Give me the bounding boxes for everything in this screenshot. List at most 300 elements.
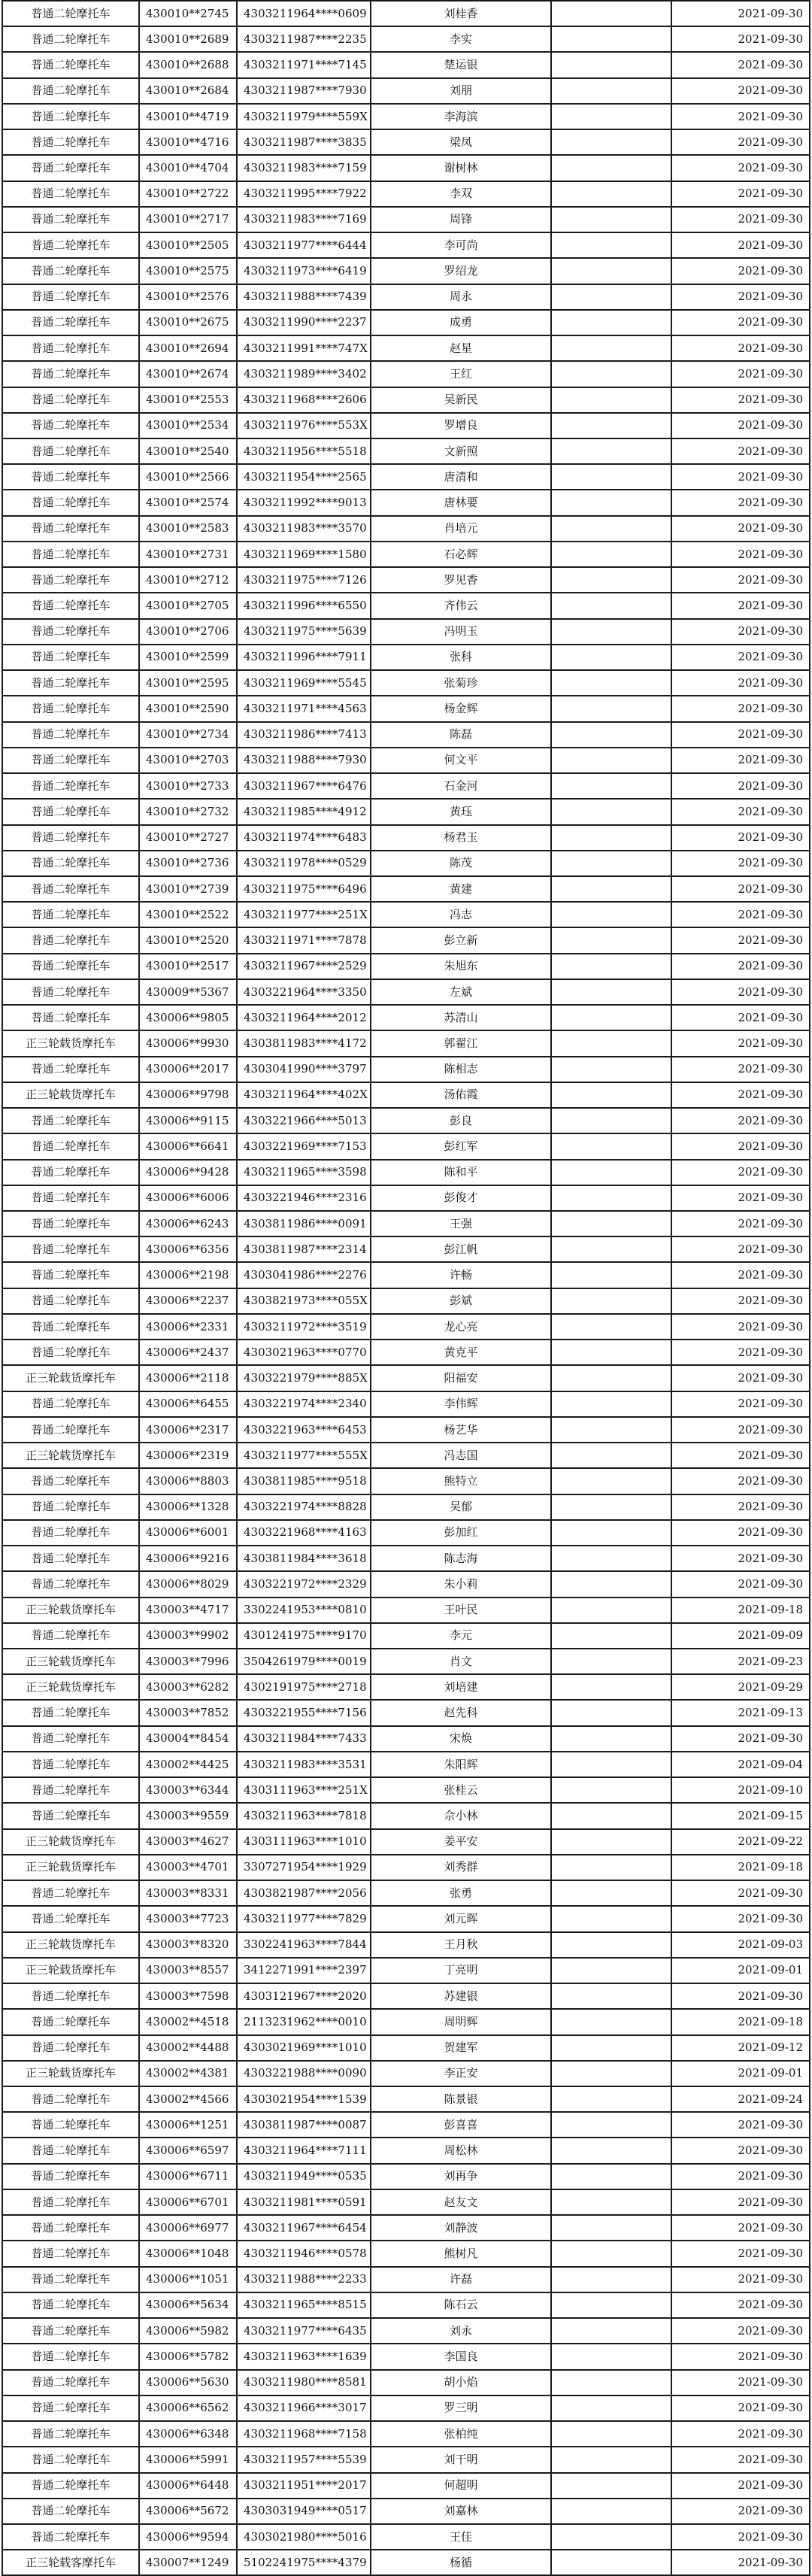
id-number-cell: 4303811987****2314 <box>237 1236 371 1262</box>
id-number-cell: 4303211965****3598 <box>237 1160 371 1185</box>
date-cell: 2021-09-30 <box>671 876 810 902</box>
plate-number-cell: 430010**2684 <box>139 78 237 104</box>
plate-number-cell: 430010**2520 <box>139 927 237 953</box>
owner-name-cell: 彭江帆 <box>371 1236 551 1262</box>
blank-cell <box>551 207 671 232</box>
id-number-cell: 4303211973****6419 <box>237 258 371 284</box>
owner-name-cell: 阳福安 <box>371 1365 551 1391</box>
vehicle-type-cell: 普通二轮摩托车 <box>2 567 139 593</box>
table-row <box>2 2035 810 2061</box>
vehicle-type-cell: 普通二轮摩托车 <box>2 1700 139 1725</box>
owner-name-cell: 刘干明 <box>371 2447 551 2472</box>
date-cell: 2021-09-30 <box>671 542 810 567</box>
owner-name-cell: 王红 <box>371 361 551 387</box>
plate-number-cell: 430003**7723 <box>139 1906 237 1931</box>
blank-cell <box>551 2473 671 2499</box>
vehicle-type-cell: 普通二轮摩托车 <box>2 2138 139 2163</box>
owner-name-cell: 贺建军 <box>371 2035 551 2061</box>
table-row <box>2 2318 810 2344</box>
plate-number-cell: 430006**5634 <box>139 2292 237 2318</box>
plate-number-cell: 430006**2017 <box>139 1057 237 1082</box>
table-row <box>2 1365 810 1391</box>
id-number-cell: 4303211967****2529 <box>237 954 371 979</box>
plate-number-cell: 430006**2319 <box>139 1443 237 1468</box>
id-number-cell: 4303221972****2329 <box>237 1571 371 1597</box>
plate-number-cell: 430010**2675 <box>139 310 237 335</box>
blank-cell <box>551 2164 671 2189</box>
plate-number-cell: 430010**2575 <box>139 258 237 284</box>
blank-cell <box>551 1546 671 1571</box>
owner-name-cell: 许畅 <box>371 1262 551 1288</box>
date-cell: 2021-09-18 <box>671 1855 810 1880</box>
blank-cell <box>551 1391 671 1417</box>
vehicle-type-cell: 正三轮载货摩托车 <box>2 2061 139 2086</box>
blank-cell <box>551 413 671 438</box>
id-number-cell: 2113231962****0010 <box>237 2009 371 2034</box>
plate-number-cell: 430010**2706 <box>139 619 237 645</box>
date-cell: 2021-09-30 <box>671 1726 810 1752</box>
blank-cell <box>551 1597 671 1623</box>
vehicle-type-cell: 正三轮载货摩托车 <box>2 1829 139 1855</box>
blank-cell <box>551 2086 671 2112</box>
plate-number-cell: 430010**2736 <box>139 851 237 876</box>
blank-cell <box>551 232 671 258</box>
id-number-cell: 3412271991****2397 <box>237 1958 371 1983</box>
owner-name-cell: 周永 <box>371 284 551 310</box>
owner-name-cell: 陈石云 <box>371 2292 551 2318</box>
table-row <box>2 464 810 490</box>
owner-name-cell: 成勇 <box>371 310 551 335</box>
date-cell: 2021-09-30 <box>671 207 810 232</box>
id-number-cell: 4303211988****7439 <box>237 284 371 310</box>
plate-number-cell: 430006**6977 <box>139 2215 237 2241</box>
blank-cell <box>551 696 671 721</box>
id-number-cell: 4303211984****7433 <box>237 1726 371 1752</box>
date-cell: 2021-09-10 <box>671 1777 810 1803</box>
table-row <box>2 490 810 515</box>
table-row <box>2 284 810 310</box>
vehicle-type-cell: 普通二轮摩托车 <box>2 1623 139 1649</box>
date-cell: 2021-09-30 <box>671 2138 810 2163</box>
plate-number-cell: 430003**7598 <box>139 1983 237 2009</box>
vehicle-type-cell: 普通二轮摩托车 <box>2 1391 139 1417</box>
plate-number-cell: 430010**2705 <box>139 593 237 618</box>
plate-number-cell: 430003**6344 <box>139 1777 237 1803</box>
vehicle-type-cell: 普通二轮摩托车 <box>2 26 139 52</box>
id-number-cell: 4303211987****3835 <box>237 129 371 155</box>
id-number-cell: 4303211996****6550 <box>237 593 371 618</box>
owner-name-cell: 杨君玉 <box>371 825 551 851</box>
owner-name-cell: 罗增良 <box>371 413 551 438</box>
date-cell: 2021-09-30 <box>671 825 810 851</box>
plate-number-cell: 430006**1328 <box>139 1494 237 1520</box>
plate-number-cell: 430010**2727 <box>139 825 237 851</box>
date-cell: 2021-09-30 <box>671 284 810 310</box>
id-number-cell: 4303211988****2233 <box>237 2267 371 2292</box>
table-row <box>2 876 810 902</box>
owner-name-cell: 王月秋 <box>371 1932 551 1958</box>
id-number-cell: 4303111963****251X <box>237 1777 371 1803</box>
blank-cell <box>551 2035 671 2061</box>
table-row <box>2 1777 810 1803</box>
table-row <box>2 1185 810 1211</box>
owner-name-cell: 陈相志 <box>371 1057 551 1082</box>
blank-cell <box>551 1674 671 1700</box>
plate-number-cell: 430010**2583 <box>139 516 237 542</box>
vehicle-type-cell: 普通二轮摩托车 <box>2 1340 139 1365</box>
owner-name-cell: 李伟辉 <box>371 1391 551 1417</box>
owner-name-cell: 刘永 <box>371 2318 551 2344</box>
id-number-cell: 4303211966****3017 <box>237 2395 371 2421</box>
date-cell: 2021-09-30 <box>671 155 810 181</box>
blank-cell <box>551 1906 671 1931</box>
owner-name-cell: 周松林 <box>371 2138 551 2163</box>
table-row <box>2 1674 810 1700</box>
date-cell: 2021-09-09 <box>671 1623 810 1649</box>
id-number-cell: 4303811987****0087 <box>237 2112 371 2138</box>
plate-number-cell: 430006**6448 <box>139 2473 237 2499</box>
table-row <box>2 232 810 258</box>
owner-name-cell: 杨金辉 <box>371 696 551 721</box>
date-cell: 2021-09-30 <box>671 902 810 927</box>
blank-cell <box>551 129 671 155</box>
id-number-cell: 5102241975****4379 <box>237 2550 371 2575</box>
owner-name-cell: 杨循 <box>371 2550 551 2575</box>
blank-cell <box>551 1288 671 1314</box>
owner-name-cell: 肖培元 <box>371 516 551 542</box>
owner-name-cell: 刘培建 <box>371 1674 551 1700</box>
owner-name-cell: 唐清和 <box>371 464 551 490</box>
date-cell: 2021-09-30 <box>671 1906 810 1931</box>
vehicle-type-cell: 普通二轮摩托车 <box>2 1236 139 1262</box>
blank-cell <box>551 1932 671 1958</box>
id-number-cell: 4303041990****3797 <box>237 1057 371 1082</box>
date-cell: 2021-09-30 <box>671 1443 810 1468</box>
owner-name-cell: 冯明玉 <box>371 619 551 645</box>
table-row <box>2 696 810 721</box>
date-cell: 2021-09-30 <box>671 1160 810 1185</box>
table-row <box>2 181 810 207</box>
owner-name-cell: 陈志海 <box>371 1546 551 1571</box>
id-number-cell: 4303211996****7911 <box>237 645 371 670</box>
vehicle-type-cell: 普通二轮摩托车 <box>2 851 139 876</box>
date-cell: 2021-09-30 <box>671 799 810 824</box>
plate-number-cell: 430010**2689 <box>139 26 237 52</box>
plate-number-cell: 430010**2731 <box>139 542 237 567</box>
vehicle-type-cell: 普通二轮摩托车 <box>2 516 139 542</box>
date-cell: 2021-09-30 <box>671 181 810 207</box>
table-row <box>2 851 810 876</box>
table-row <box>2 1288 810 1314</box>
plate-number-cell: 430006**2437 <box>139 1340 237 1365</box>
plate-number-cell: 430003**9902 <box>139 1623 237 1649</box>
date-cell: 2021-09-30 <box>671 1262 810 1288</box>
id-number-cell: 4303221988****0090 <box>237 2061 371 2086</box>
blank-cell <box>551 387 671 413</box>
owner-name-cell: 许磊 <box>371 2267 551 2292</box>
id-number-cell: 3307271954****1929 <box>237 1855 371 1880</box>
date-cell: 2021-09-30 <box>671 722 810 748</box>
date-cell: 2021-09-30 <box>671 1365 810 1391</box>
blank-cell <box>551 1494 671 1520</box>
table-row <box>2 1829 810 1855</box>
blank-cell <box>551 2550 671 2575</box>
plate-number-cell: 430010**2566 <box>139 464 237 490</box>
plate-number-cell: 430006**9798 <box>139 1082 237 1108</box>
blank-cell <box>551 645 671 670</box>
id-number-cell: 4303021969****1010 <box>237 2035 371 2061</box>
vehicle-type-cell: 普通二轮摩托车 <box>2 104 139 129</box>
date-cell: 2021-09-30 <box>671 1057 810 1082</box>
id-number-cell: 4303021980****5016 <box>237 2524 371 2550</box>
id-number-cell: 4303221963****6453 <box>237 1417 371 1443</box>
blank-cell <box>551 1983 671 2009</box>
id-number-cell: 4303211988****7930 <box>237 748 371 773</box>
plate-number-cell: 430006**6006 <box>139 1185 237 1211</box>
owner-name-cell: 周明辉 <box>371 2009 551 2034</box>
blank-cell <box>551 1236 671 1262</box>
plate-number-cell: 430010**2694 <box>139 335 237 361</box>
plate-number-cell: 430006**2198 <box>139 1262 237 1288</box>
table-row <box>2 799 810 824</box>
blank-cell <box>551 464 671 490</box>
table-row <box>2 52 810 77</box>
blank-cell <box>551 619 671 645</box>
blank-cell <box>551 335 671 361</box>
table-row <box>2 2473 810 2499</box>
vehicle-type-cell: 普通二轮摩托车 <box>2 284 139 310</box>
date-cell: 2021-09-30 <box>671 1108 810 1133</box>
date-cell: 2021-09-30 <box>671 1005 810 1030</box>
date-cell: 2021-09-30 <box>671 645 810 670</box>
table-row <box>2 825 810 851</box>
blank-cell <box>551 2215 671 2241</box>
plate-number-cell: 430006**5991 <box>139 2447 237 2472</box>
owner-name-cell: 黄珏 <box>371 799 551 824</box>
vehicle-type-cell: 普通二轮摩托车 <box>2 1314 139 1340</box>
id-number-cell: 4303221966****5013 <box>237 1108 371 1133</box>
plate-number-cell: 430006**1251 <box>139 2112 237 2138</box>
id-number-cell: 4301241975****9170 <box>237 1623 371 1649</box>
vehicle-type-cell: 正三轮载货摩托车 <box>2 1365 139 1391</box>
vehicle-type-cell: 普通二轮摩托车 <box>2 619 139 645</box>
table-row <box>2 1571 810 1597</box>
id-number-cell: 4303211967****6454 <box>237 2215 371 2241</box>
blank-cell <box>551 2344 671 2369</box>
vehicle-type-cell: 普通二轮摩托车 <box>2 258 139 284</box>
vehicle-type-cell: 普通二轮摩托车 <box>2 2344 139 2369</box>
date-cell: 2021-09-30 <box>671 413 810 438</box>
id-number-cell: 4303211968****7158 <box>237 2421 371 2447</box>
date-cell: 2021-09-30 <box>671 696 810 721</box>
vehicle-type-cell: 普通二轮摩托车 <box>2 2395 139 2421</box>
date-cell: 2021-09-30 <box>671 2267 810 2292</box>
blank-cell <box>551 1829 671 1855</box>
blank-cell <box>551 104 671 129</box>
table-row <box>2 258 810 284</box>
table-row <box>2 1649 810 1674</box>
table-row <box>2 1417 810 1443</box>
date-cell: 2021-09-30 <box>671 2318 810 2344</box>
table-row <box>2 361 810 387</box>
owner-name-cell: 梁凤 <box>371 129 551 155</box>
plate-number-cell: 430006**5672 <box>139 2499 237 2524</box>
date-cell: 2021-09-30 <box>671 2473 810 2499</box>
table-row <box>2 2421 810 2447</box>
id-number-cell: 4303811985****9518 <box>237 1468 371 1494</box>
blank-cell <box>551 722 671 748</box>
owner-name-cell: 杨艺华 <box>371 1417 551 1443</box>
table-row <box>2 2447 810 2472</box>
id-number-cell: 4303221964****3350 <box>237 979 371 1005</box>
blank-cell <box>551 2241 671 2266</box>
date-cell: 2021-09-30 <box>671 2524 810 2550</box>
owner-name-cell: 罗见香 <box>371 567 551 593</box>
blank-cell <box>551 2499 671 2524</box>
table-row <box>2 2395 810 2421</box>
id-number-cell: 4303211983****3531 <box>237 1752 371 1777</box>
table-row <box>2 1803 810 1828</box>
id-number-cell: 4303211991****747X <box>237 335 371 361</box>
date-cell: 2021-09-30 <box>671 2189 810 2215</box>
id-number-cell: 4303211975****6496 <box>237 876 371 902</box>
blank-cell <box>551 1880 671 1906</box>
owner-name-cell: 吴新民 <box>371 387 551 413</box>
owner-name-cell: 李实 <box>371 26 551 52</box>
blank-cell <box>551 1030 671 1056</box>
owner-name-cell: 汤佑霞 <box>371 1082 551 1108</box>
id-number-cell: 4303811986****0091 <box>237 1211 371 1236</box>
plate-number-cell: 430010**2674 <box>139 361 237 387</box>
id-number-cell: 4303211964****402X <box>237 1082 371 1108</box>
blank-cell <box>551 1417 671 1443</box>
owner-name-cell: 李元 <box>371 1623 551 1649</box>
vehicle-type-cell: 普通二轮摩托车 <box>2 696 139 721</box>
id-number-cell: 4303211957****5539 <box>237 2447 371 2472</box>
table-row <box>2 1520 810 1546</box>
vehicle-type-cell: 普通二轮摩托车 <box>2 979 139 1005</box>
plate-number-cell: 430010**2576 <box>139 284 237 310</box>
date-cell: 2021-09-30 <box>671 1082 810 1108</box>
date-cell: 2021-09-30 <box>671 52 810 77</box>
blank-cell <box>551 2292 671 2318</box>
table-row <box>2 1340 810 1365</box>
date-cell: 2021-09-30 <box>671 310 810 335</box>
date-cell: 2021-09-30 <box>671 1571 810 1597</box>
vehicle-type-cell: 普通二轮摩托车 <box>2 542 139 567</box>
vehicle-type-cell: 普通二轮摩托车 <box>2 2447 139 2472</box>
id-number-cell: 4303211972****3519 <box>237 1314 371 1340</box>
table-row <box>2 1906 810 1931</box>
plate-number-cell: 430010**2534 <box>139 413 237 438</box>
date-cell: 2021-09-30 <box>671 490 810 515</box>
blank-cell <box>551 1726 671 1752</box>
blank-cell <box>551 1623 671 1649</box>
id-number-cell: 4303211975****7126 <box>237 567 371 593</box>
id-number-cell: 4303211971****4563 <box>237 696 371 721</box>
blank-cell <box>551 748 671 773</box>
table-row <box>2 1030 810 1056</box>
plate-number-cell: 430010**2553 <box>139 387 237 413</box>
table-row <box>2 516 810 542</box>
blank-cell <box>551 2524 671 2550</box>
date-cell: 2021-09-29 <box>671 1674 810 1700</box>
date-cell: 2021-09-30 <box>671 1340 810 1365</box>
date-cell: 2021-09-30 <box>671 1185 810 1211</box>
owner-name-cell: 苏清山 <box>371 1005 551 1030</box>
table-body <box>2 1 810 2575</box>
vehicle-type-cell: 正三轮载货摩托车 <box>2 1649 139 1674</box>
date-cell: 2021-09-30 <box>671 2550 810 2575</box>
table-row <box>2 927 810 953</box>
vehicle-type-cell: 普通二轮摩托车 <box>2 2421 139 2447</box>
blank-cell <box>551 1777 671 1803</box>
vehicle-type-cell: 普通二轮摩托车 <box>2 2370 139 2395</box>
table-row <box>2 1700 810 1725</box>
date-cell: 2021-09-30 <box>671 2499 810 2524</box>
date-cell: 2021-09-30 <box>671 78 810 104</box>
id-number-cell: 4303121967****2020 <box>237 1983 371 2009</box>
owner-name-cell: 佘小林 <box>371 1803 551 1828</box>
blank-cell <box>551 1649 671 1674</box>
owner-name-cell: 彭俊才 <box>371 1185 551 1211</box>
plate-number-cell: 430006**9805 <box>139 1005 237 1030</box>
blank-cell <box>551 1 671 26</box>
owner-name-cell: 黄克平 <box>371 1340 551 1365</box>
table-row <box>2 78 810 104</box>
date-cell: 2021-09-30 <box>671 1314 810 1340</box>
vehicle-type-cell: 普通二轮摩托车 <box>2 1468 139 1494</box>
plate-number-cell: 430006**6701 <box>139 2189 237 2215</box>
id-number-cell: 4303211983****7159 <box>237 155 371 181</box>
owner-name-cell: 赵友文 <box>371 2189 551 2215</box>
vehicle-type-cell: 普通二轮摩托车 <box>2 1777 139 1803</box>
date-cell: 2021-09-30 <box>671 979 810 1005</box>
vehicle-type-cell: 普通二轮摩托车 <box>2 670 139 696</box>
blank-cell <box>551 1468 671 1494</box>
vehicle-type-cell: 普通二轮摩托车 <box>2 799 139 824</box>
blank-cell <box>551 490 671 515</box>
plate-number-cell: 430010**2540 <box>139 438 237 464</box>
plate-number-cell: 430006**2237 <box>139 1288 237 1314</box>
id-number-cell: 4303211965****8515 <box>237 2292 371 2318</box>
blank-cell <box>551 876 671 902</box>
owner-name-cell: 谢树林 <box>371 155 551 181</box>
id-number-cell: 4303211971****7145 <box>237 52 371 77</box>
date-cell: 2021-09-30 <box>671 1 810 26</box>
id-number-cell: 4303211969****5545 <box>237 670 371 696</box>
plate-number-cell: 430006**6455 <box>139 1391 237 1417</box>
plate-number-cell: 430002**4566 <box>139 2086 237 2112</box>
table-row <box>2 2524 810 2550</box>
plate-number-cell: 430003**8320 <box>139 1932 237 1958</box>
date-cell: 2021-09-23 <box>671 1649 810 1674</box>
date-cell: 2021-09-30 <box>671 2344 810 2369</box>
plate-number-cell: 430006**6001 <box>139 1520 237 1546</box>
date-cell: 2021-09-30 <box>671 1288 810 1314</box>
owner-name-cell: 李正安 <box>371 2061 551 2086</box>
date-cell: 2021-09-30 <box>671 954 810 979</box>
id-number-cell: 4303211981****0591 <box>237 2189 371 2215</box>
blank-cell <box>551 1700 671 1725</box>
blank-cell <box>551 310 671 335</box>
table-row <box>2 129 810 155</box>
id-number-cell: 4303221955****7156 <box>237 1700 371 1725</box>
id-number-cell: 4303221979****885X <box>237 1365 371 1391</box>
owner-name-cell: 石金河 <box>371 773 551 799</box>
table-row <box>2 1494 810 1520</box>
table-row <box>2 2009 810 2034</box>
